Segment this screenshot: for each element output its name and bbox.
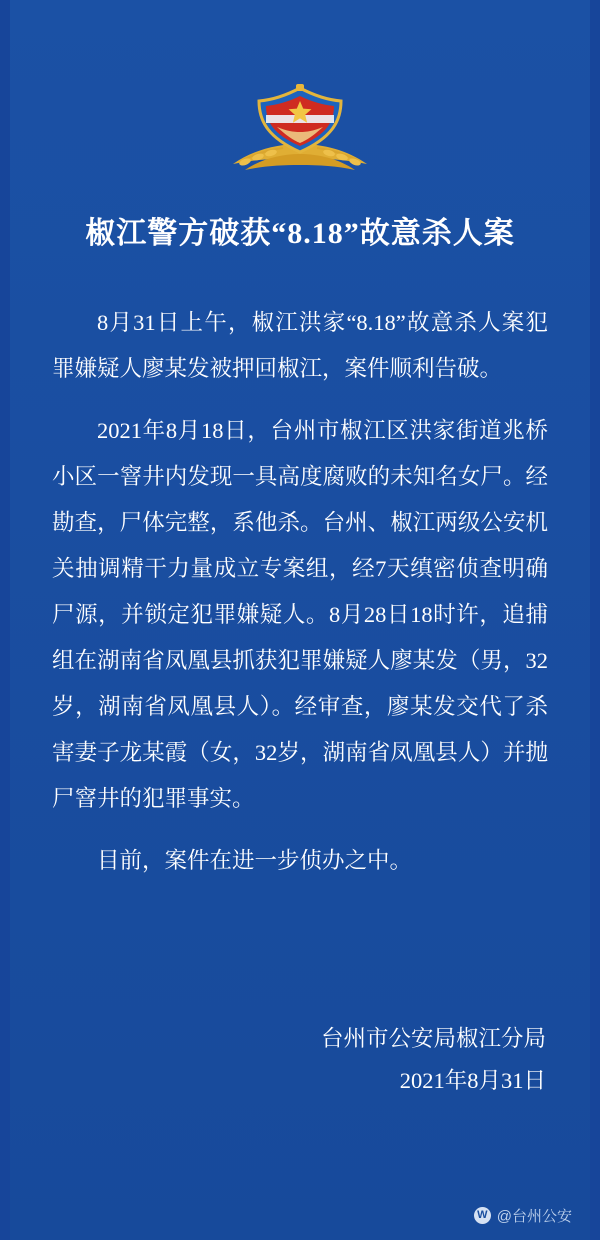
source-label: @台州公安 [496,1208,572,1225]
weibo-icon: W [474,1207,491,1224]
document-body [52,300,548,900]
emblem-container [0,82,600,187]
signature-organization: 台州市公安局椒江分局 [320,1026,546,1051]
paragraph-3: 目前，案件在进一步侦办之中。 [97,848,413,873]
signature-block [321,1018,546,1102]
china-police-badge-icon [225,82,375,187]
paragraph-1: 8月31日上午，椒江洪家“8.18”故意杀人案犯罪嫌疑人廖某发被押回椒江，案件顺利告破。 [52,310,548,381]
source-watermark [0,1205,600,1226]
paragraph-2: 2021年8月18日，台州市椒江区洪家街道兆桥小区一窨井内发现一具高度腐败的未知名女尸。经勘查，尸体完整，系他杀。台州、椒江两级公安机关抽调精干力量成立专案组，经7天缜密侦查明确尸源，并锁定犯罪嫌疑人。8月28日18时许，追捕组在湖南省凤凰县抓获犯罪嫌疑人廖某发（男，32岁，湖南省凤凰县人）。经审查，廖某发交代了杀害妻子龙某霞（女，32岁，湖南省凤凰县人）并抛尸窨井的犯罪事实。 [52,418,548,811]
page-title: 椒江警方破获“8.18”故意杀人案 [85,217,515,250]
signature-date: 2021年8月31日 [399,1068,546,1093]
